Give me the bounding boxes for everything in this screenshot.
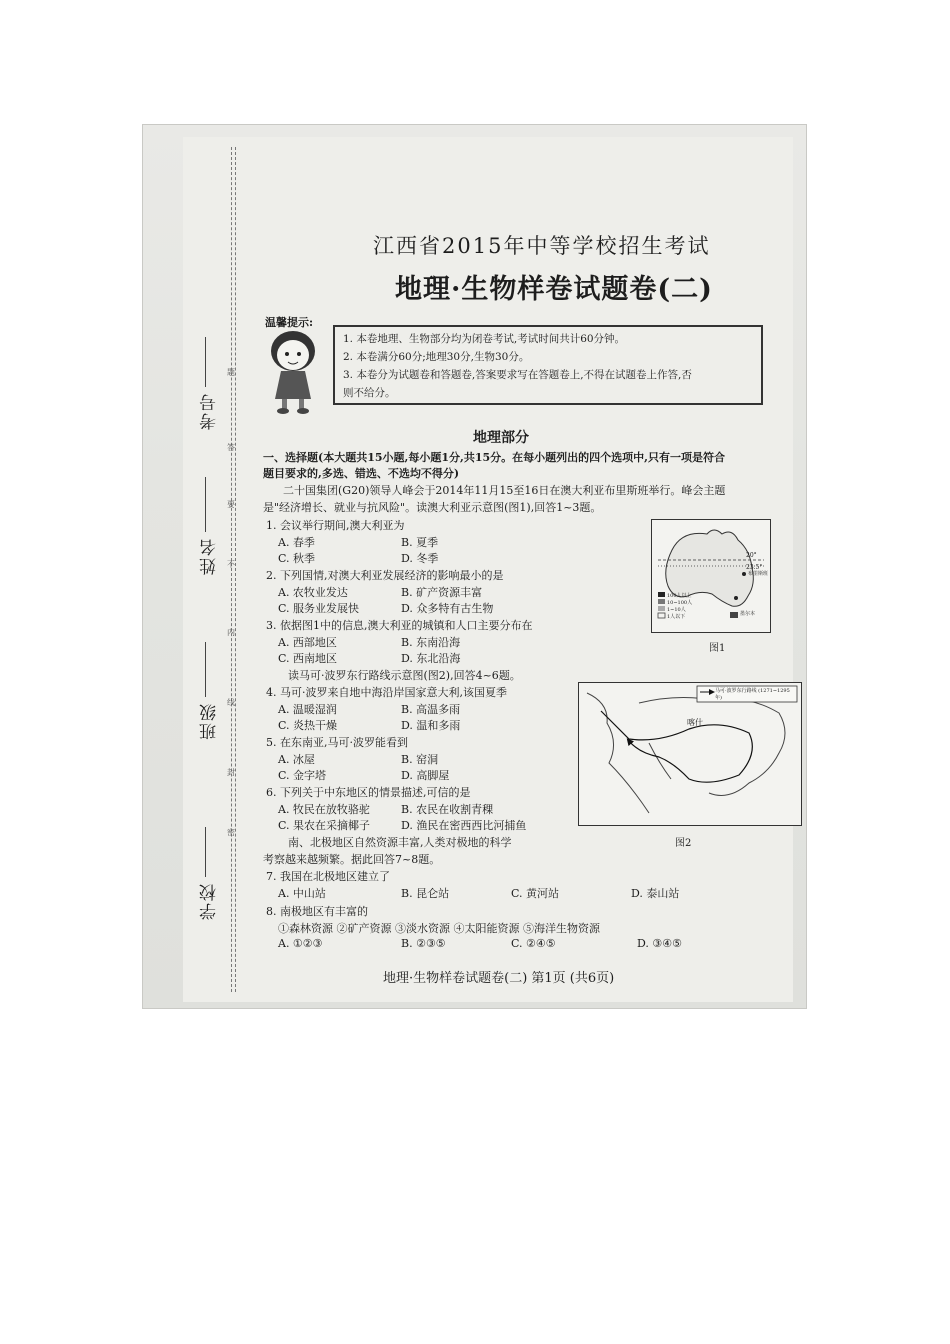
option: A. 温暖湿润 [278,703,337,716]
intro-text: 二十国集团(G20)领导人峰会于2014年11月15至16日在澳大利亚布里斯班举行。峰会主题 [283,484,726,497]
seal-char: 密 [227,828,235,837]
legend-item: 10~100人 [667,600,693,606]
name-line [205,477,206,532]
question-stem: 5. 在东南亚,马可·波罗能看到 [266,736,408,749]
page-footer: 地理·生物样卷试题卷(二) 第1页 (共6页) [383,971,615,986]
option: C. ②④⑤ [511,937,556,950]
polar-intro: 考察越来越频繁。据此回答7~8题。 [263,853,441,866]
legend-item: 1~10人 [667,607,686,613]
tip-item: 1. 本卷地理、生物部分均为闭卷考试,考试时间共计60分钟。 [343,333,626,345]
legend-item: 1人以下 [667,614,686,620]
seal-char: 不 [227,560,235,569]
school-field: 学校 [200,882,220,920]
option: D. 渔民在密西西比河捕鱼 [401,819,527,832]
class-line [205,642,206,697]
intro-text: 是"经济增长、就业与抗风险"。读澳大利亚示意图(图1),回答1~3题。 [263,501,602,514]
seal-char: 线 [227,698,235,707]
option: B. 农民在收割青稞 [401,803,494,816]
marco-polo-route-icon [579,683,801,825]
option: C. 秋季 [278,552,316,565]
figure1-caption: 图1 [709,643,726,654]
option: A. 春季 [278,536,315,549]
seal-char: 要 [227,500,235,509]
latitude-label: 23.5° [746,564,763,571]
option: B. 东南沿海 [401,636,461,649]
option: B. 矿产资源丰富 [401,586,483,599]
question-stem: 7. 我国在北极地区建立了 [266,870,390,883]
option: A. 冰屋 [278,753,315,766]
option: C. 西南地区 [278,652,338,665]
question-stem: 3. 依据图1中的信息,澳大利亚的城镇和人口主要分布在 [266,619,533,632]
figure1-australia-map [651,519,771,633]
city-label: 墨尔本 [740,611,756,617]
option: D. 众多特有古生物 [401,602,494,615]
option: A. 牧民在放牧骆驼 [278,803,370,816]
city-label: 布里斯班 [748,571,769,577]
exam-page [183,137,793,1002]
section-title: 地理部分 [473,430,529,446]
paper-title: 地理·生物样卷试题卷(二) [395,274,713,305]
tip-item: 2. 本卷满分60分;地理30分,生物30分。 [343,351,530,363]
exam-title: 江西省2015年中等学校招生考试 [373,234,711,258]
option: A. 中山站 [278,887,326,900]
tips-label: 温馨提示: [265,316,314,329]
figure2-caption: 图2 [675,838,692,849]
option: D. 泰山站 [631,887,680,900]
school-line [205,827,206,877]
seal-char: 封 [227,768,235,777]
polar-intro: 南、北极地区自然资源丰富,人类对极地的科学 [288,836,512,849]
option: C. 黄河站 [511,887,560,900]
exam-number-field: 考号 [200,392,220,430]
option: B. 窑洞 [401,753,439,766]
figure2-route-map [578,682,802,826]
option: A. ①②③ [278,937,323,950]
seal-char: 题 [227,368,235,377]
tip-item: 则不给分。 [343,387,396,399]
cartoon-girl-icon [255,317,335,417]
option: C. 服务业发展快 [278,602,360,615]
option: A. 西部地区 [278,636,337,649]
option: A. 农牧业发达 [278,586,348,599]
option: B. 夏季 [401,536,439,549]
resource-list: ①森林资源 ②矿产资源 ③淡水资源 ④太阳能资源 ⑤海洋生物资源 [278,922,600,935]
place-label: 喀什 [687,718,703,727]
option: D. ③④⑤ [637,937,683,950]
option: D. 冬季 [401,552,439,565]
option: B. ②③⑤ [401,937,446,950]
question-stem: 4. 马可·波罗来自地中海沿岸国家意大利,该国夏季 [266,686,507,699]
option: D. 温和多雨 [401,719,461,732]
option: D. 东北沿海 [401,652,461,665]
map2-instruction: 读马可·波罗东行路线示意图(图2),回答4~6题。 [288,669,521,682]
tip-item: 3. 本卷分为试题卷和答题卷,答案要求写在答题卷上,不得在试题卷上作答,否 [343,369,692,381]
name-field: 姓名 [200,537,220,575]
question-stem: 2. 下列国情,对澳大利亚发展经济的影响最小的是 [266,569,504,582]
seal-char: 内 [227,628,235,637]
part-heading: 题目要求的,多选、错选、不选均不得分) [263,467,460,480]
exam-number-line [205,337,206,387]
option: C. 金字塔 [278,769,327,782]
question-stem: 8. 南极地区有丰富的 [266,905,368,918]
class-field: 班级 [200,702,220,740]
route-legend: 马可·波罗东行路线 (1271~1295年) [715,688,790,701]
fold-line [235,147,236,992]
option: C. 果农在采摘椰子 [278,819,371,832]
question-stem: 1. 会议举行期间,澳大利亚为 [266,519,405,532]
seal-char: 答 [227,443,235,452]
latitude-label: 20° [746,552,757,559]
option: B. 高温多雨 [401,703,461,716]
option: C. 炎热干燥 [278,719,338,732]
option: B. 昆仑站 [401,887,450,900]
part-heading: 一、选择题(本大题共15小题,每小题1分,共15分。在每小题列出的四个选项中,只有一项是符合 [263,451,725,464]
scanned-photo [143,125,806,1008]
tips-box [333,325,763,405]
legend-item: 100人以上 [667,593,692,599]
question-stem: 6. 下列关于中东地区的情景描述,可信的是 [266,786,471,799]
option: D. 高脚屋 [401,769,450,782]
